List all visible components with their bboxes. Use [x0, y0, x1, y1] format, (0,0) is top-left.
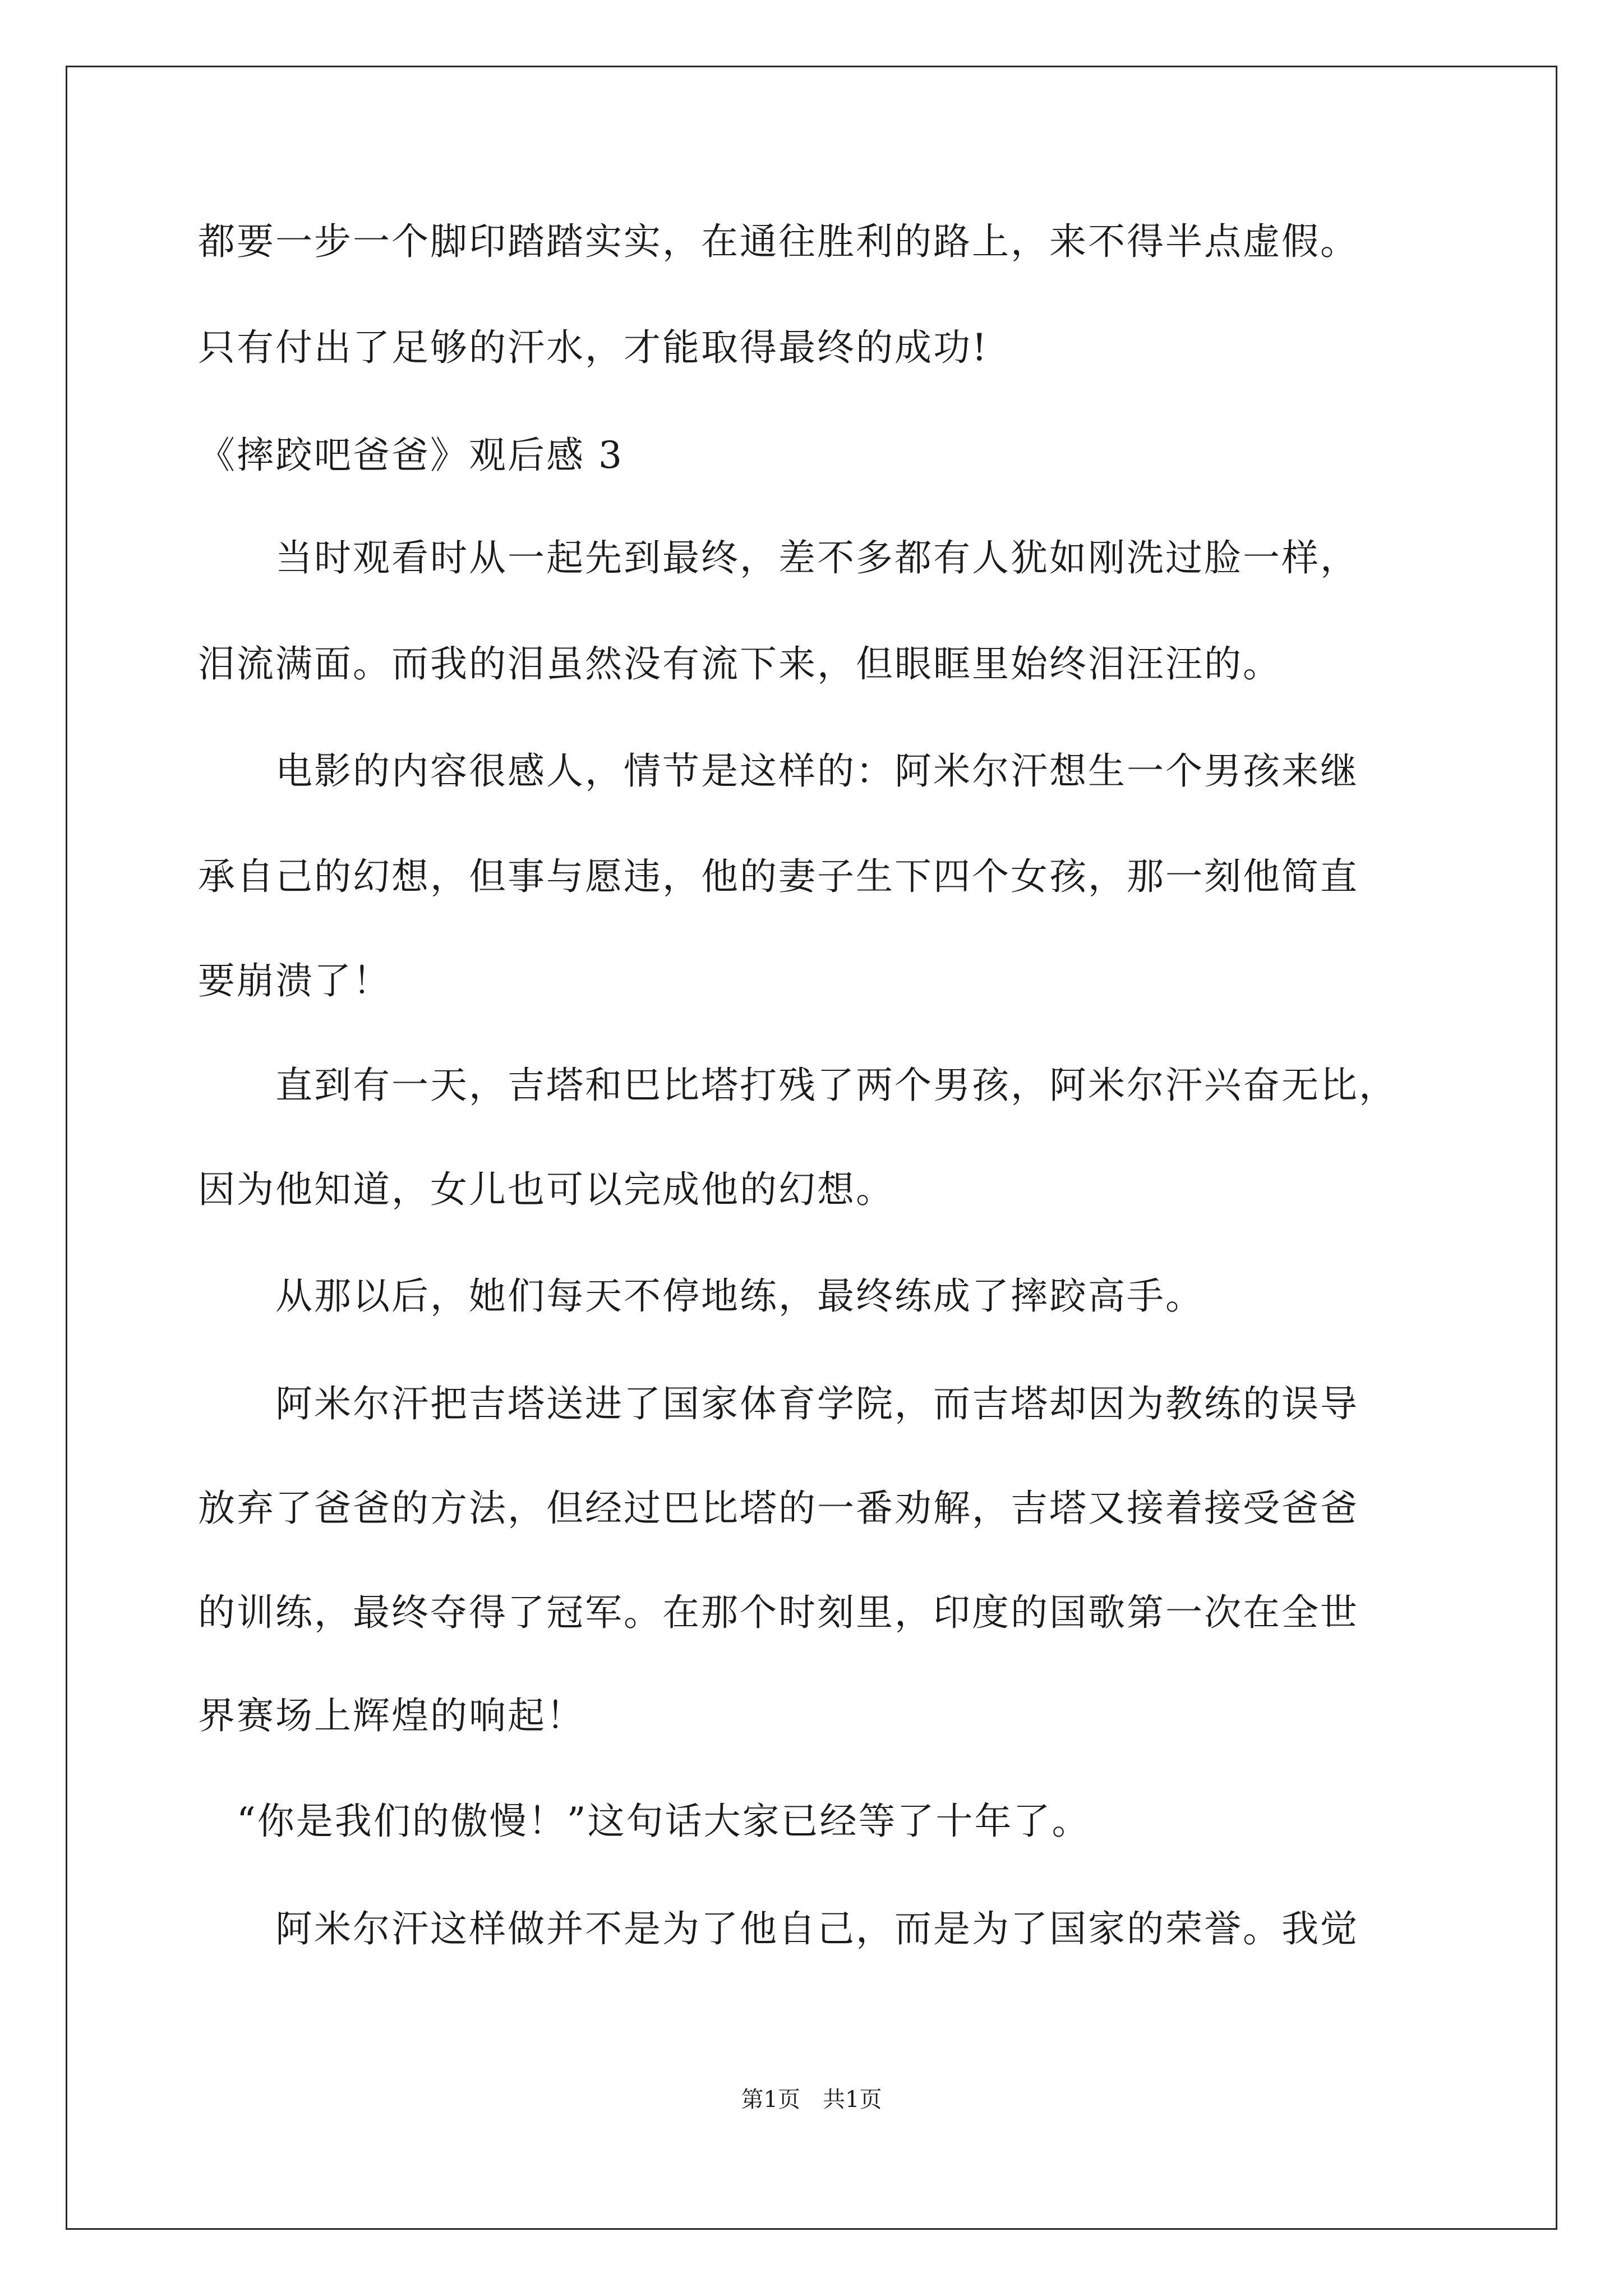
text-line-12: 阿米尔汗把吉塔送进了国家体育学院，而吉塔却因为教练的误导 — [198, 1382, 1359, 1425]
text-line-6: 电影的内容很感人，情节是这样的：阿米尔汗想生一个男孩来继 — [198, 749, 1359, 793]
text-line-17: 阿米尔汗这样做并不是为了他自己，而是为了国家的荣誉。我觉 — [198, 1907, 1359, 1950]
text-line-16: “你是我们的傲慢！”这句话大家已经等了十年了。 — [198, 1800, 1091, 1843]
text-line-14: 的训练，最终夺得了冠军。在那个时刻里，印度的国歌第一次在全世 — [198, 1591, 1359, 1634]
text-line-11: 从那以后，她们每天不停地练，最终练成了摔跤高手。 — [198, 1274, 1204, 1318]
text-line-10: 因为他知道，女儿也可以完成他的幻想。 — [198, 1168, 895, 1211]
text-line-8: 要崩溃了！ — [198, 959, 391, 1002]
text-line-2: 只有付出了足够的汗水，才能取得最终的成功! — [198, 326, 989, 369]
section-heading: 《摔跤吧爸爸》观后感 3 — [198, 434, 624, 477]
text-line-15: 界赛场上辉煌的响起！ — [198, 1694, 585, 1737]
text-line-7: 承自己的幻想，但事与愿违，他的妻子生下四个女孩，那一刻他简直 — [198, 855, 1359, 898]
text-line-5: 泪流满面。而我的泪虽然没有流下来，但眼眶里始终泪汪汪的。 — [198, 642, 1281, 685]
text-line-4: 当时观看时从一起先到最终，差不多都有人犹如刚洗过脸一样， — [198, 536, 1359, 579]
text-line-13: 放弃了爸爸的方法，但经过巴比塔的一番劝解，吉塔又接着接受爸爸 — [198, 1487, 1359, 1530]
text-line-1: 都要一步一个脚印踏踏实实，在通往胜利的路上，来不得半点虚假。 — [198, 220, 1359, 263]
page-footer: 第1页 共1页 — [741, 2087, 882, 2113]
text-line-9: 直到有一天，吉塔和巴比塔打残了两个男孩，阿米尔汗兴奋无比， — [198, 1064, 1398, 1107]
